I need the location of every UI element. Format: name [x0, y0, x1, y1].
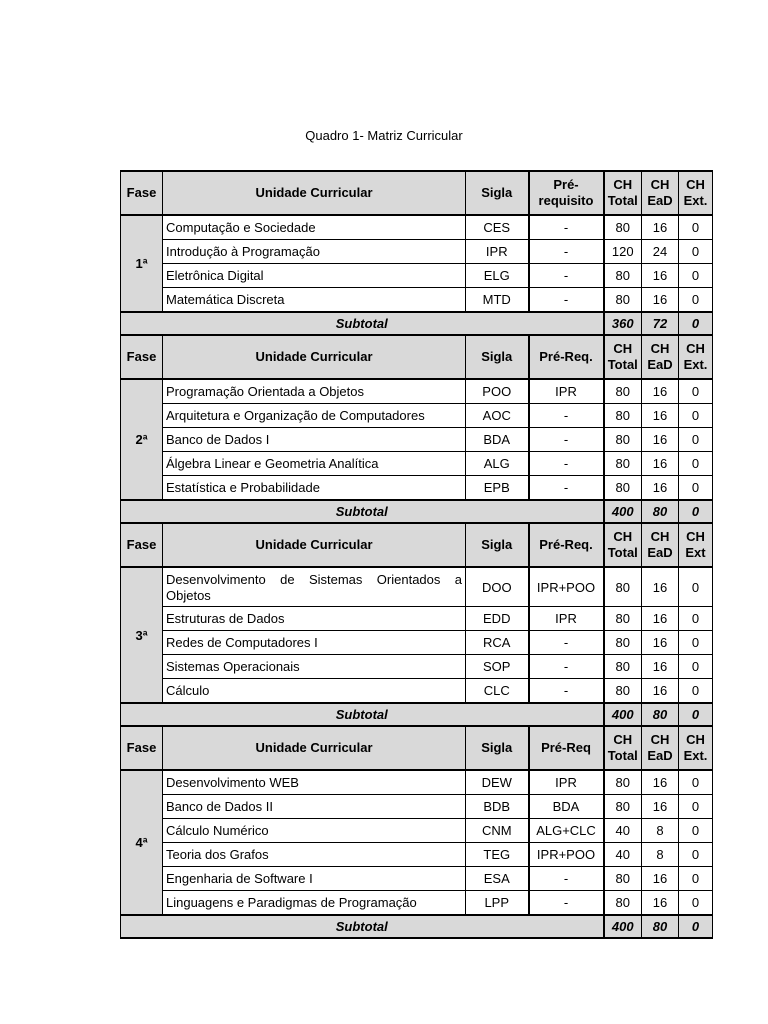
course-prerequisite: -: [529, 404, 604, 428]
course-ch-ext: 0: [679, 264, 713, 288]
header-sigla: Sigla: [466, 726, 529, 770]
header-fase: Fase: [121, 171, 163, 215]
course-ch-ead: 16: [642, 428, 679, 452]
course-ch-ext: 0: [679, 679, 713, 704]
course-sigla: MTD: [466, 288, 529, 313]
course-ch-total: 80: [604, 607, 642, 631]
phase-header-row: [121, 335, 713, 379]
course-ch-total: 80: [604, 631, 642, 655]
subtotal-ch-total: 400: [604, 500, 642, 523]
table-row: [121, 240, 713, 264]
table-row: [121, 379, 713, 404]
subtotal-ch-ext: 0: [679, 915, 713, 938]
header-fase: Fase: [121, 335, 163, 379]
course-ch-ext: 0: [679, 288, 713, 313]
course-name: Desenvolvimento de Sistemas Orientados a Objetos: [163, 567, 466, 607]
phase-header-row: [121, 171, 713, 215]
curriculum-matrix-table: [120, 170, 713, 939]
course-prerequisite: -: [529, 215, 604, 240]
course-ch-ead: 16: [642, 567, 679, 607]
header-fase: Fase: [121, 523, 163, 567]
table-row: [121, 631, 713, 655]
course-ch-total: 80: [604, 404, 642, 428]
course-ch-ext: 0: [679, 452, 713, 476]
phase-label: 3ª: [121, 567, 163, 703]
table-row: [121, 819, 713, 843]
header-unidade-curricular: Unidade Curricular: [163, 171, 466, 215]
table-row: [121, 288, 713, 313]
phase-header-row: [121, 726, 713, 770]
phase-header-row: [121, 523, 713, 567]
course-ch-total: 80: [604, 567, 642, 607]
course-name: Programação Orientada a Objetos: [163, 379, 466, 404]
course-ch-ext: 0: [679, 607, 713, 631]
course-ch-total: 80: [604, 215, 642, 240]
course-sigla: CES: [466, 215, 529, 240]
course-prerequisite: -: [529, 476, 604, 501]
table-row: [121, 404, 713, 428]
table-row: [121, 655, 713, 679]
table-row: [121, 770, 713, 795]
course-name: Engenharia de Software I: [163, 867, 466, 891]
header-ch-total: CH Total: [604, 726, 642, 770]
subtotal-ch-ext: 0: [679, 703, 713, 726]
table-row: [121, 867, 713, 891]
course-prerequisite: IPR: [529, 379, 604, 404]
course-ch-ead: 16: [642, 607, 679, 631]
course-sigla: RCA: [466, 631, 529, 655]
table-row: [121, 891, 713, 916]
header-fase: Fase: [121, 726, 163, 770]
table-row: [121, 679, 713, 704]
table-row: [121, 452, 713, 476]
course-ch-total: 80: [604, 379, 642, 404]
course-ch-ead: 24: [642, 240, 679, 264]
header-sigla: Sigla: [466, 523, 529, 567]
subtotal-ch-ext: 0: [679, 312, 713, 335]
table-row: [121, 215, 713, 240]
course-sigla: BDA: [466, 428, 529, 452]
subtotal-label: Subtotal: [121, 500, 604, 523]
header-ch-ead: CH EaD: [642, 726, 679, 770]
subtotal-ch-ead: 80: [642, 500, 679, 523]
course-ch-ead: 16: [642, 891, 679, 916]
course-sigla: SOP: [466, 655, 529, 679]
course-name: Teoria dos Grafos: [163, 843, 466, 867]
course-name: Introdução à Programação: [163, 240, 466, 264]
subtotal-label: Subtotal: [121, 915, 604, 938]
table-row: [121, 428, 713, 452]
subtotal-ch-total: 400: [604, 703, 642, 726]
course-ch-ead: 16: [642, 770, 679, 795]
course-ch-total: 40: [604, 843, 642, 867]
course-ch-total: 80: [604, 891, 642, 916]
course-prerequisite: -: [529, 631, 604, 655]
course-prerequisite: -: [529, 428, 604, 452]
course-prerequisite: IPR: [529, 607, 604, 631]
course-name: Arquitetura e Organização de Computadores: [163, 404, 466, 428]
course-sigla: IPR: [466, 240, 529, 264]
course-ch-ext: 0: [679, 404, 713, 428]
course-prerequisite: -: [529, 264, 604, 288]
header-pre-requisito: Pré-requisito: [529, 171, 604, 215]
course-prerequisite: -: [529, 240, 604, 264]
header-ch-total: CH Total: [604, 335, 642, 379]
course-ch-total: 80: [604, 795, 642, 819]
phase-label: 2ª: [121, 379, 163, 500]
course-sigla: CLC: [466, 679, 529, 704]
course-ch-ext: 0: [679, 379, 713, 404]
course-ch-total: 40: [604, 819, 642, 843]
header-pre-requisito: Pré-Req.: [529, 335, 604, 379]
subtotal-ch-ead: 72: [642, 312, 679, 335]
course-prerequisite: -: [529, 655, 604, 679]
subtotal-ch-total: 400: [604, 915, 642, 938]
course-ch-ead: 8: [642, 819, 679, 843]
course-ch-ext: 0: [679, 867, 713, 891]
header-unidade-curricular: Unidade Curricular: [163, 335, 466, 379]
header-ch-ead: CH EaD: [642, 171, 679, 215]
course-name: Álgebra Linear e Geometria Analítica: [163, 452, 466, 476]
course-prerequisite: -: [529, 679, 604, 704]
header-unidade-curricular: Unidade Curricular: [163, 726, 466, 770]
course-ch-total: 80: [604, 476, 642, 501]
table-row: [121, 795, 713, 819]
course-ch-total: 80: [604, 428, 642, 452]
course-ch-ext: 0: [679, 891, 713, 916]
course-ch-ead: 16: [642, 631, 679, 655]
table-row: [121, 264, 713, 288]
header-sigla: Sigla: [466, 335, 529, 379]
course-ch-ead: 16: [642, 288, 679, 313]
course-name: Eletrônica Digital: [163, 264, 466, 288]
header-ch-total: CH Total: [604, 171, 642, 215]
course-ch-ext: 0: [679, 843, 713, 867]
subtotal-ch-ead: 80: [642, 915, 679, 938]
course-ch-ext: 0: [679, 631, 713, 655]
course-prerequisite: IPR+POO: [529, 567, 604, 607]
header-unidade-curricular: Unidade Curricular: [163, 523, 466, 567]
course-sigla: POO: [466, 379, 529, 404]
table-row: [121, 476, 713, 501]
course-sigla: LPP: [466, 891, 529, 916]
course-ch-total: 80: [604, 867, 642, 891]
course-sigla: CNM: [466, 819, 529, 843]
course-ch-total: 80: [604, 655, 642, 679]
course-prerequisite: -: [529, 288, 604, 313]
course-name: Linguagens e Paradigmas de Programação: [163, 891, 466, 916]
course-ch-ead: 16: [642, 379, 679, 404]
course-sigla: AOC: [466, 404, 529, 428]
header-pre-requisito: Pré-Req: [529, 726, 604, 770]
course-ch-ead: 16: [642, 795, 679, 819]
table-row: [121, 607, 713, 631]
course-ch-total: 80: [604, 264, 642, 288]
table-caption: Quadro 1- Matriz Curricular: [305, 128, 463, 143]
header-ch-ext: CH Ext.: [679, 171, 713, 215]
header-ch-ext: CH Ext.: [679, 335, 713, 379]
course-ch-ext: 0: [679, 795, 713, 819]
table-row: [121, 843, 713, 867]
course-name: Estruturas de Dados: [163, 607, 466, 631]
course-sigla: BDB: [466, 795, 529, 819]
course-prerequisite: -: [529, 867, 604, 891]
course-name: Cálculo: [163, 679, 466, 704]
course-name: Desenvolvimento WEB: [163, 770, 466, 795]
course-name: Estatística e Probabilidade: [163, 476, 466, 501]
header-ch-ext: CH Ext.: [679, 726, 713, 770]
subtotal-row: [121, 703, 713, 726]
header-ch-total: CH Total: [604, 523, 642, 567]
course-sigla: ALG: [466, 452, 529, 476]
course-prerequisite: -: [529, 452, 604, 476]
course-name: Redes de Computadores I: [163, 631, 466, 655]
header-ch-ext: CH Ext: [679, 523, 713, 567]
subtotal-label: Subtotal: [121, 312, 604, 335]
phase-label: 4ª: [121, 770, 163, 915]
header-sigla: Sigla: [466, 171, 529, 215]
course-ch-ext: 0: [679, 567, 713, 607]
course-ch-ead: 16: [642, 867, 679, 891]
subtotal-ch-ext: 0: [679, 500, 713, 523]
header-pre-requisito: Pré-Req.: [529, 523, 604, 567]
course-ch-ext: 0: [679, 819, 713, 843]
course-ch-ext: 0: [679, 240, 713, 264]
course-ch-ead: 16: [642, 655, 679, 679]
course-prerequisite: BDA: [529, 795, 604, 819]
course-sigla: TEG: [466, 843, 529, 867]
course-ch-ead: 16: [642, 215, 679, 240]
phase-label: 1ª: [121, 215, 163, 312]
course-name: Sistemas Operacionais: [163, 655, 466, 679]
course-ch-total: 80: [604, 679, 642, 704]
course-ch-ead: 16: [642, 679, 679, 704]
course-ch-ext: 0: [679, 655, 713, 679]
course-name: Banco de Dados II: [163, 795, 466, 819]
course-ch-ead: 16: [642, 404, 679, 428]
course-ch-ext: 0: [679, 428, 713, 452]
course-prerequisite: IPR: [529, 770, 604, 795]
course-name: Banco de Dados I: [163, 428, 466, 452]
course-ch-ead: 16: [642, 476, 679, 501]
subtotal-row: [121, 312, 713, 335]
course-sigla: ESA: [466, 867, 529, 891]
course-ch-ead: 16: [642, 264, 679, 288]
course-ch-ext: 0: [679, 215, 713, 240]
course-sigla: EDD: [466, 607, 529, 631]
course-sigla: DOO: [466, 567, 529, 607]
course-name: Cálculo Numérico: [163, 819, 466, 843]
course-ch-total: 80: [604, 770, 642, 795]
course-ch-total: 120: [604, 240, 642, 264]
subtotal-row: [121, 915, 713, 938]
course-name: Computação e Sociedade: [163, 215, 466, 240]
course-sigla: DEW: [466, 770, 529, 795]
course-ch-ead: 16: [642, 452, 679, 476]
subtotal-ch-ead: 80: [642, 703, 679, 726]
header-ch-ead: CH EaD: [642, 523, 679, 567]
subtotal-ch-total: 360: [604, 312, 642, 335]
table-row: [121, 567, 713, 607]
course-ch-total: 80: [604, 288, 642, 313]
course-ch-ext: 0: [679, 476, 713, 501]
course-prerequisite: -: [529, 891, 604, 916]
header-ch-ead: CH EaD: [642, 335, 679, 379]
course-ch-total: 80: [604, 452, 642, 476]
course-prerequisite: ALG+CLC: [529, 819, 604, 843]
course-ch-ext: 0: [679, 770, 713, 795]
course-ch-ead: 8: [642, 843, 679, 867]
subtotal-label: Subtotal: [121, 703, 604, 726]
course-name: Matemática Discreta: [163, 288, 466, 313]
course-prerequisite: IPR+POO: [529, 843, 604, 867]
course-sigla: ELG: [466, 264, 529, 288]
course-sigla: EPB: [466, 476, 529, 501]
subtotal-row: [121, 500, 713, 523]
